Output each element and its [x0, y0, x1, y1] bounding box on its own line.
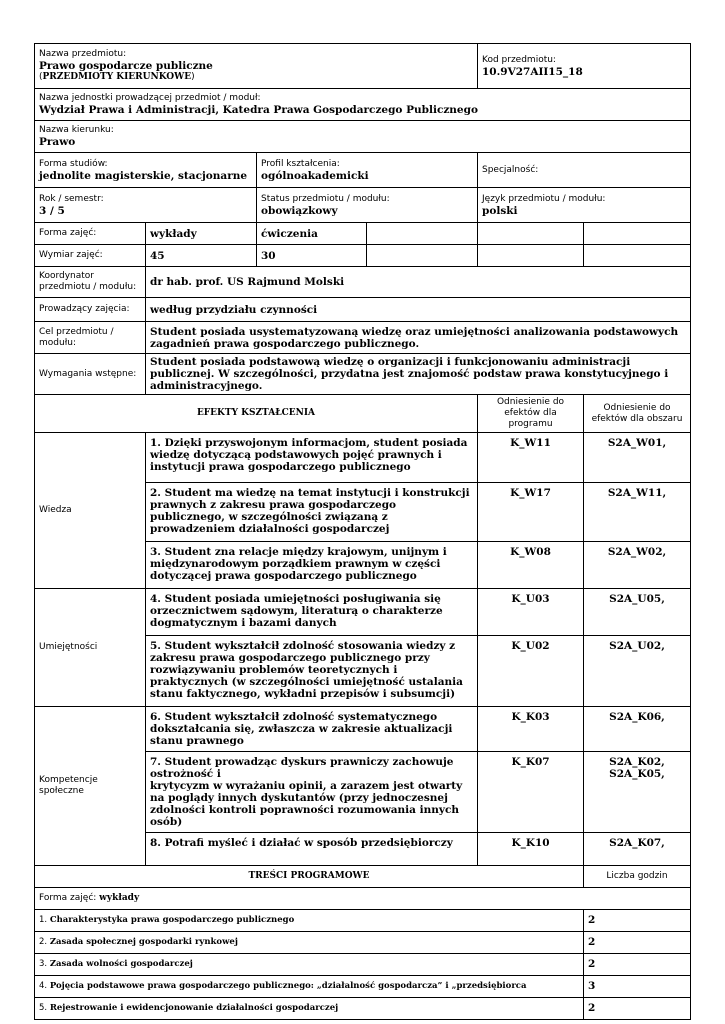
- effect-area-7a: S2A_K02,: [609, 756, 665, 768]
- syllabus-sheet: [34, 43, 690, 1020]
- unit-label: Nazwa jednostki prowadzącej przedmiot / moduł:: [39, 93, 261, 103]
- effect-program-7: K_K07: [478, 752, 584, 833]
- content-form-value: wykłady: [99, 893, 140, 903]
- topic-num-2: 2.: [39, 937, 50, 947]
- class-hours-empty-3: [584, 245, 691, 267]
- effect-area-6: S2A_K06,: [584, 707, 691, 752]
- unit-value: Wydział Prawa i Administracji, Katedra Prawa Gospodarczego Publicznego: [39, 104, 478, 116]
- topic-hours-5: 2: [584, 998, 691, 1020]
- effect-item-7: [146, 752, 478, 833]
- effect-program-6: K_K03: [478, 707, 584, 752]
- code-cell: [478, 44, 691, 89]
- effect-area-4: S2A_U05,: [584, 589, 691, 636]
- coordinator-value: dr hab. prof. US Rajmund Molski: [146, 267, 691, 298]
- study-form-cell: [35, 153, 257, 188]
- effect-item-5: 5. Student wykształcił zdolność stosowania wiedzy z zakresu prawa gospodarczego publicznego przy rozwiązywaniu problemów teoretycznych i praktycznych (w szczególności umiejętność ustalania stanu faktycznego, wykładni przepisów i subsumcji): [146, 636, 478, 707]
- goal-label: Cel przedmiotu / modułu:: [35, 322, 146, 354]
- topic-num-1: 1.: [39, 915, 50, 925]
- profile-cell: [257, 153, 478, 188]
- class-hours-empty-2: [478, 245, 584, 267]
- effect-program-1: K_W11: [478, 433, 584, 483]
- teachers-label: Prowadzący zajęcia:: [35, 298, 146, 322]
- effect-item-2: 2. Student ma wiedzę na temat instytucji i konstrukcji prawnych z zakresu prawa gospodarczego publicznego, w szczególności związaną z prowadzeniem działalności gospodarczej: [146, 483, 478, 542]
- effect-item-3: 3. Student zna relacje między krajowym, unijnym i międzynarodowym porządkiem prawnym w części dotyczącej prawa gospodarczego publicznego: [146, 542, 478, 589]
- topic-title-3: Zasada wolności gospodarczej: [49, 959, 193, 969]
- year-value: 3 / 5: [39, 204, 65, 217]
- study-form-value: jednolite magisterskie, stacjonarne: [39, 169, 248, 182]
- topic-num-5: 5.: [39, 1003, 50, 1013]
- year-label: Rok / semestr:: [39, 193, 104, 204]
- effect-item-7-line2: krytycyzm w wyrażaniu opinii, a zarazem jest otwarty na poglądy innych dyskutantów (przy jednoczesnej zdolności kontroli poprawności rozumowania innych osób): [150, 780, 463, 828]
- effects-program-header: Odniesienie do efektów dla programu: [478, 395, 584, 433]
- topic-hours-4: 3: [584, 976, 691, 998]
- effects-area-header: Odniesienie do efektów dla obszaru: [584, 395, 691, 433]
- profile-value: ogólnoakademicki: [261, 169, 369, 182]
- class-hours-lectures: 45: [146, 245, 257, 267]
- subject-group-text: PRZEDMIOTY KIERUNKOWE: [42, 72, 192, 82]
- effect-area-2: S2A_W11,: [584, 483, 691, 542]
- topic-title-1: Charakterystyka prawa gospodarczego publicznego: [49, 915, 295, 925]
- topic-title-5: Rejestrowanie i ewidencjonowanie działalności gospodarczej: [49, 1003, 339, 1013]
- field-cell: [35, 121, 691, 153]
- topic-hours-3: 2: [584, 954, 691, 976]
- effects-category-skills: Umiejętności: [35, 589, 146, 707]
- topic-hours-1: 2: [584, 910, 691, 932]
- specialty-label: Specjalność:: [482, 164, 539, 175]
- class-hours-label: Wymiar zajęć:: [35, 245, 146, 267]
- effect-item-7-line1: 7. Student prowadząc dyskurs prawniczy zachowuje ostrożność i: [150, 756, 454, 780]
- effects-category-knowledge: Wiedza: [35, 433, 146, 589]
- subject-cell: [35, 44, 478, 89]
- language-label: Język przedmiotu / modułu:: [482, 193, 606, 204]
- class-form-empty-1: [367, 223, 478, 245]
- class-form-empty-3: [584, 223, 691, 245]
- subject-group: (PRZEDMIOTY KIERUNKOWE): [39, 72, 195, 82]
- class-hours-empty-1: [367, 245, 478, 267]
- field-label: Nazwa kierunku:: [39, 125, 114, 135]
- study-form-label: Forma studiów:: [39, 158, 108, 169]
- language-cell: [478, 188, 691, 223]
- effect-area-7b: S2A_K05,: [609, 768, 665, 780]
- prereq-value: Student posiada podstawową wiedzę o organizacji i funkcjonowaniu administracji publicznej. W szczególności, przydatna jest znajomość podstaw prawa konstytucyjnego i administracyjnego.: [146, 354, 691, 395]
- effect-program-8: K_K10: [478, 833, 584, 866]
- effect-area-5: S2A_U02,: [584, 636, 691, 707]
- goal-value: Student posiada usystematyzowaną wiedzę oraz umiejętności analizowania podstawowych zagadnień prawa gospodarczego publicznego.: [146, 322, 691, 354]
- effect-program-2: K_W17: [478, 483, 584, 542]
- profile-label: Profil kształcenia:: [261, 158, 340, 169]
- class-form-empty-2: [478, 223, 584, 245]
- content-form-prefix: Forma zajęć:: [39, 893, 100, 903]
- status-cell: [257, 188, 478, 223]
- teachers-value: według przydziału czynności: [146, 298, 691, 322]
- topic-row-2: [35, 932, 584, 954]
- class-form-label: Forma zajęć:: [35, 223, 146, 245]
- effect-item-4: 4. Student posiada umiejętności posługiwania się orzecznictwem sądowym, literaturą o charakterze dogmatycznym i bazami danych: [146, 589, 478, 636]
- effect-area-7: [584, 752, 691, 833]
- syllabus-table: [34, 43, 691, 1020]
- effect-area-3: S2A_W02,: [584, 542, 691, 589]
- status-label: Status przedmiotu / modułu:: [261, 193, 390, 204]
- effects-category-social: Kompetencje społeczne: [35, 707, 146, 866]
- field-value: Prawo: [39, 136, 76, 148]
- topic-row-3: [35, 954, 584, 976]
- content-form-cell: [35, 888, 691, 910]
- code-value: 10.9V27AII15_18: [482, 65, 583, 78]
- effect-area-8: S2A_K07,: [584, 833, 691, 866]
- status-value: obowiązkowy: [261, 204, 338, 217]
- effects-header: EFEKTY KSZTAŁCENIA: [35, 395, 478, 433]
- class-form-exercises: ćwiczenia: [257, 223, 367, 245]
- topic-num-4: 4.: [39, 981, 50, 991]
- effect-area-1: S2A_W01,: [584, 433, 691, 483]
- prereq-label: Wymagania wstępne:: [35, 354, 146, 395]
- coordinator-label: Koordynator przedmiotu / modułu:: [35, 267, 146, 298]
- effect-program-5: K_U02: [478, 636, 584, 707]
- subject-label: Nazwa przedmiotu:: [39, 49, 127, 59]
- topic-num-3: 3.: [39, 959, 50, 969]
- topic-row-5: [35, 998, 584, 1020]
- effect-item-1: 1. Dzięki przyswojonym informacjom, student posiada wiedzę dotyczącą podstawowych pojęć prawnych i instytucji prawa gospodarczego publicznego: [146, 433, 478, 483]
- unit-cell: [35, 89, 691, 121]
- content-header: TREŚCI PROGRAMOWE: [35, 866, 584, 888]
- year-cell: [35, 188, 257, 223]
- topic-hours-2: 2: [584, 932, 691, 954]
- topic-row-4: [35, 976, 584, 998]
- effect-item-6: 6. Student wykształcił zdolność systematycznego dokształcania się, zwłaszcza w zakresie aktualizacji stanu prawnego: [146, 707, 478, 752]
- specialty-cell: [478, 153, 691, 188]
- topic-row-1: [35, 910, 584, 932]
- class-hours-exercises: 30: [257, 245, 367, 267]
- effect-program-4: K_U03: [478, 589, 584, 636]
- code-label: Kod przedmiotu:: [482, 54, 556, 65]
- subject-name: Prawo gospodarcze publiczne: [39, 60, 213, 72]
- topic-title-4: Pojęcia podstawowe prawa gospodarczego publicznego: „działalność gospodarcza” i „przedsiębiorca: [49, 981, 527, 991]
- effect-program-3: K_W08: [478, 542, 584, 589]
- language-value: polski: [482, 204, 518, 217]
- topic-title-2: Zasada społecznej gospodarki rynkowej: [49, 937, 238, 947]
- effect-item-8: 8. Potrafi myśleć i działać w sposób przedsiębiorczy: [146, 833, 478, 866]
- content-hours-header: Liczba godzin: [584, 866, 691, 888]
- class-form-lectures: wykłady: [146, 223, 257, 245]
